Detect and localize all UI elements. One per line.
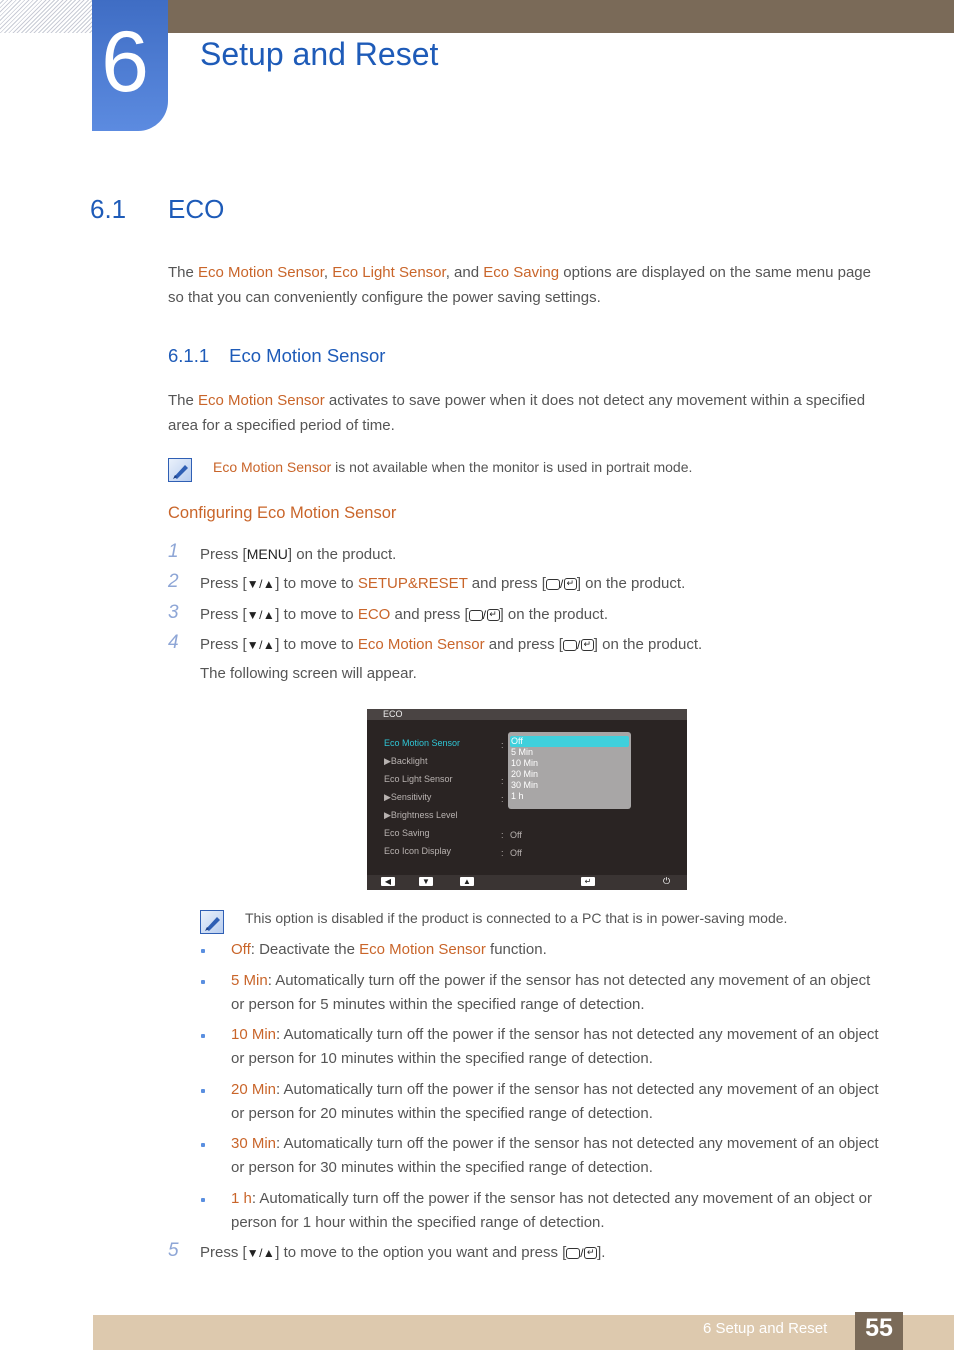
option-keyword: Off bbox=[231, 941, 251, 958]
step-text: ] to move to bbox=[275, 636, 358, 653]
note-power-saving: This option is disabled if the product is connected to a PC that is in power-saving mode. bbox=[245, 910, 788, 926]
step-number: 4 bbox=[168, 632, 179, 653]
desc-text: activates to save power when it does not detect any movement within a specified area for a specified period of time. bbox=[168, 392, 866, 434]
option-keyword: 5 Min bbox=[231, 972, 268, 989]
osd-value-eco-saving: Off bbox=[510, 830, 522, 840]
submenu-arrow-icon: ▶ bbox=[384, 792, 391, 802]
osd-title: ECO bbox=[367, 709, 687, 720]
step-keyword: ECO bbox=[357, 606, 391, 623]
osd-button-bar bbox=[367, 875, 687, 890]
submenu-arrow-icon: ▶ bbox=[384, 756, 391, 766]
configure-heading: Configuring Eco Motion Sensor bbox=[168, 504, 397, 522]
intro-keyword: Eco Motion Sensor bbox=[198, 264, 324, 281]
step-number: 5 bbox=[168, 1240, 179, 1261]
option-20-min bbox=[231, 1078, 886, 1126]
source-key-icon bbox=[469, 610, 483, 621]
bullet-icon bbox=[201, 980, 205, 984]
desc-keyword: Eco Motion Sensor bbox=[198, 392, 325, 409]
section-number: 6.1 bbox=[90, 194, 127, 224]
left-arrow-icon[interactable]: ◀ bbox=[381, 877, 395, 886]
osd-item-eco-motion-sensor: Eco Motion Sensor bbox=[384, 738, 461, 748]
note-portrait bbox=[213, 457, 692, 477]
note-keyword: Eco Motion Sensor bbox=[213, 459, 332, 475]
osd-item-label: Brightness Level bbox=[390, 810, 458, 820]
step-3 bbox=[200, 604, 608, 626]
page-number: 55 bbox=[865, 1314, 893, 1342]
header-hatch-pattern bbox=[0, 0, 92, 33]
step-keyword: SETUP&RESET bbox=[357, 575, 468, 592]
osd-item-sensitivity bbox=[384, 792, 431, 803]
step-text: Press [ bbox=[200, 546, 247, 563]
intro-text: options are displayed on the same menu page so that you can conveniently configure the power saving settings. bbox=[168, 264, 871, 306]
step-text: Press [ bbox=[200, 606, 247, 623]
intro-keyword: Eco Light Sensor bbox=[332, 264, 446, 281]
intro-paragraph bbox=[168, 260, 884, 310]
step-text: Press [ bbox=[200, 575, 247, 592]
option-text: : Automatically turn off the power if the sensor has not detected any movement of an object or person for 1 hour within the specified range of detection. bbox=[231, 1190, 872, 1231]
intro-text: , and bbox=[445, 264, 484, 281]
up-down-key: ▼/▲ bbox=[246, 608, 276, 623]
option-text: : Automatically turn off the power if the sensor has not detected any movement of an object or person for 10 minutes within the specified range of detection. bbox=[231, 1026, 879, 1067]
bullet-icon bbox=[201, 1034, 205, 1038]
power-icon[interactable]: ⏻ bbox=[663, 876, 671, 886]
osd-item-label: Sensitivity bbox=[390, 792, 432, 802]
key-separator: / bbox=[559, 577, 564, 592]
osd-value-eco-icon-display: Off bbox=[510, 848, 522, 858]
osd-dropdown bbox=[508, 732, 631, 809]
osd-option[interactable]: 10 Min bbox=[511, 758, 539, 768]
step-2 bbox=[200, 573, 685, 595]
bullet-icon bbox=[201, 1198, 205, 1202]
subsection-number: 6.1.1 bbox=[168, 345, 210, 366]
step-4 bbox=[200, 634, 702, 656]
up-arrow-icon[interactable]: ▲ bbox=[460, 877, 474, 886]
option-text: : Automatically turn off the power if the sensor has not detected any movement of an object or person for 20 minutes within the specified range of detection. bbox=[231, 1081, 879, 1122]
osd-colon: : bbox=[501, 776, 504, 786]
intro-text: , bbox=[323, 264, 333, 281]
menu-key: MENU bbox=[246, 546, 288, 562]
enter-key-icon: ↵ bbox=[581, 639, 594, 651]
option-keyword: 10 Min bbox=[231, 1026, 277, 1043]
step-text: Press [ bbox=[200, 1244, 247, 1261]
osd-colon: : bbox=[501, 848, 504, 858]
step-text: and press [ bbox=[467, 575, 546, 592]
enter-key-icon: ↵ bbox=[584, 1247, 597, 1259]
step-keyword: Eco Motion Sensor bbox=[357, 636, 485, 653]
osd-item-label: Backlight bbox=[390, 756, 428, 766]
option-text: : Automatically turn off the power if the sensor has not detected any movement of an object or person for 5 minutes within the specified range of detection. bbox=[231, 972, 871, 1013]
intro-keyword: Eco Saving bbox=[483, 264, 560, 281]
enter-key-icon: ↵ bbox=[487, 609, 500, 621]
option-30-min bbox=[231, 1132, 886, 1180]
key-separator: / bbox=[580, 1246, 585, 1261]
osd-colon: : bbox=[501, 830, 504, 840]
option-text: : Deactivate the bbox=[250, 941, 360, 958]
bullet-icon bbox=[201, 949, 205, 953]
option-5-min bbox=[231, 969, 886, 1017]
step-text: ] on the product. bbox=[576, 575, 686, 592]
osd-screen bbox=[367, 709, 687, 890]
osd-colon: : bbox=[501, 794, 504, 804]
step-text: ] on the product. bbox=[593, 636, 703, 653]
source-key-icon bbox=[563, 640, 577, 651]
step-number: 3 bbox=[168, 602, 179, 623]
bullet-icon bbox=[201, 1143, 205, 1147]
step-text: and press [ bbox=[484, 636, 563, 653]
key-separator: / bbox=[482, 608, 487, 623]
step-text: ] to move to the option you want and press [ bbox=[275, 1244, 567, 1261]
chapter-title: Setup and Reset bbox=[200, 36, 439, 72]
following-screen-text: The following screen will appear. bbox=[200, 665, 417, 682]
option-keyword: Eco Motion Sensor bbox=[359, 941, 486, 958]
osd-item-brightness-level bbox=[384, 810, 457, 821]
option-off bbox=[231, 938, 886, 962]
key-separator: / bbox=[576, 638, 581, 653]
source-key-icon bbox=[546, 579, 560, 590]
chapter-number: 6 bbox=[101, 14, 149, 110]
option-1-h bbox=[231, 1187, 886, 1235]
osd-item-eco-icon-display: Eco Icon Display bbox=[384, 846, 452, 856]
step-text: ] to move to bbox=[275, 606, 358, 623]
osd-option-selected[interactable]: Off bbox=[510, 736, 629, 747]
source-key-icon bbox=[566, 1248, 580, 1259]
section-title: ECO bbox=[168, 194, 225, 224]
step-number: 2 bbox=[168, 571, 179, 592]
bullet-icon bbox=[201, 1089, 205, 1093]
step-number: 1 bbox=[168, 541, 179, 562]
step-text: and press [ bbox=[390, 606, 469, 623]
up-down-key: ▼/▲ bbox=[246, 1246, 276, 1261]
osd-item-backlight bbox=[384, 756, 427, 767]
note-icon bbox=[200, 910, 224, 934]
footer-chapter-label: 6 Setup and Reset bbox=[703, 1320, 828, 1337]
enter-icon[interactable]: ↵ bbox=[581, 877, 595, 886]
osd-item-eco-light-sensor: Eco Light Sensor bbox=[384, 774, 453, 784]
header-bar bbox=[168, 0, 954, 33]
subsection-heading bbox=[168, 345, 385, 367]
step-text: Press [ bbox=[200, 636, 247, 653]
osd-option[interactable]: 30 Min bbox=[511, 780, 539, 790]
subsection-title: Eco Motion Sensor bbox=[229, 345, 386, 366]
down-arrow-icon[interactable]: ▼ bbox=[419, 877, 433, 886]
option-10-min bbox=[231, 1023, 886, 1071]
description-paragraph bbox=[168, 388, 884, 438]
option-keyword: 30 Min bbox=[231, 1135, 277, 1152]
option-keyword: 20 Min bbox=[231, 1081, 277, 1098]
step-text: ] on the product. bbox=[499, 606, 608, 623]
option-keyword: 1 h bbox=[231, 1190, 252, 1207]
intro-text: The bbox=[168, 264, 199, 281]
enter-key-icon: ↵ bbox=[564, 578, 577, 590]
step-1 bbox=[200, 543, 396, 566]
submenu-arrow-icon: ▶ bbox=[384, 810, 391, 820]
osd-option[interactable]: 1 h bbox=[511, 791, 524, 801]
osd-option[interactable]: 20 Min bbox=[511, 769, 539, 779]
step-text: ] on the product. bbox=[287, 546, 397, 563]
step-5 bbox=[200, 1242, 605, 1264]
note-icon bbox=[168, 458, 192, 482]
up-down-key: ▼/▲ bbox=[246, 638, 276, 653]
up-down-key: ▼/▲ bbox=[246, 577, 276, 592]
desc-text: The bbox=[168, 392, 199, 409]
option-text: function. bbox=[485, 941, 547, 958]
step-text: ]. bbox=[597, 1244, 606, 1261]
option-text: : Automatically turn off the power if the sensor has not detected any movement of an object or person for 30 minutes within the specified range of detection. bbox=[231, 1135, 879, 1176]
osd-option[interactable]: 5 Min bbox=[511, 747, 534, 757]
note-text: is not available when the monitor is used in portrait mode. bbox=[331, 459, 693, 475]
osd-item-eco-saving: Eco Saving bbox=[384, 828, 430, 838]
step-text: ] to move to bbox=[275, 575, 358, 592]
osd-colon: : bbox=[501, 740, 504, 750]
